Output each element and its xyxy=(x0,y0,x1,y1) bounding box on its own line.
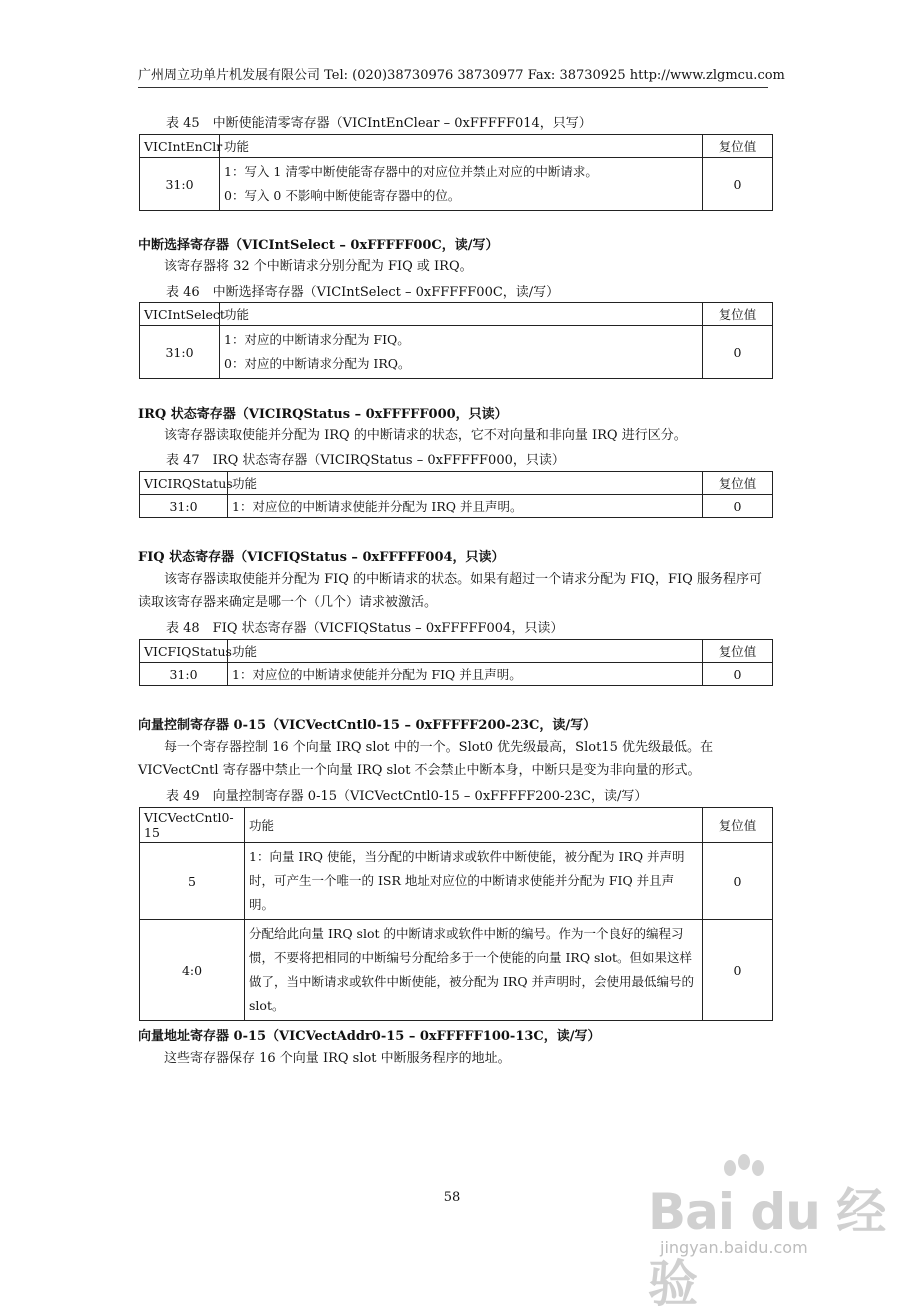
table-header-row xyxy=(140,472,773,495)
cell-reset: 0 xyxy=(703,920,773,1021)
col-header-function: 功能 xyxy=(228,472,703,495)
table48-caption: 表 48 FIQ 状态寄存器（VICFIQStatus – 0xFFFFF004，只读） xyxy=(166,621,564,636)
col-header-reset: 复位值 xyxy=(703,135,773,158)
page-number: 58 xyxy=(443,1190,461,1205)
table-row xyxy=(140,920,773,1021)
table45 xyxy=(139,134,773,211)
col-header-function: 功能 xyxy=(245,808,703,843)
function-line: 1：对应的中断请求分配为 FIQ。 xyxy=(224,332,410,347)
function-line: 0：写入 0 不影响中断使能寄存器中的位。 xyxy=(224,188,461,203)
table-header-row xyxy=(140,640,773,663)
table47-caption: 表 47 IRQ 状态寄存器（VICIRQStatus – 0xFFFFF000，只读） xyxy=(166,453,565,468)
table48 xyxy=(139,639,773,686)
cell-bits: 31:0 xyxy=(140,663,228,686)
col-header-register: VICIRQStatus xyxy=(140,472,228,495)
section-desc-irqstatus: 该寄存器读取使能并分配为 IRQ 的中断请求的状态，它不对向量和非向量 IRQ 进行区分。 xyxy=(164,428,687,443)
col-header-function: 功能 xyxy=(228,640,703,663)
table-row xyxy=(140,495,773,518)
col-header-register: VICIntSelect xyxy=(140,303,220,326)
baidu-watermark xyxy=(640,1150,890,1313)
col-header-reset: 复位值 xyxy=(703,472,773,495)
section-desc-vectcntl: 每一个寄存器控制 16 个向量 IRQ slot 中的一个。Slot0 优先级最高，Slot15 优先级最低。在 VICVectCntl 寄存器中禁止一个向量 IRQ slot 不会禁止中断本身，中断只是变为非向量的形式。 xyxy=(138,740,713,778)
section-title-vectaddr: 向量地址寄存器 0-15（VICVectAddr0-15 – 0xFFFFF100-13C，读/写） xyxy=(138,1029,601,1044)
cell-function: 分配给此向量 IRQ slot 的中断请求或软件中断的编号。作为一个良好的编程习惯，不要将把相同的中断编号分配给多于一个使能的向量 IRQ slot。但如果这样做了，当中断请求或软件中断使能，被分配为 IRQ 并声明时，会使用最低编号的 slot。 xyxy=(245,920,703,1021)
col-header-function: 功能 xyxy=(220,135,703,158)
cell-function: 1：对应位的中断请求使能并分配为 FIQ 并且声明。 xyxy=(228,663,703,686)
cell-reset: 0 xyxy=(703,158,773,211)
cell-bits: 5 xyxy=(140,843,245,920)
col-header-reset: 复位值 xyxy=(703,303,773,326)
cell-reset: 0 xyxy=(703,326,773,379)
table46 xyxy=(139,302,773,379)
cell-bits: 31:0 xyxy=(140,326,220,379)
function-line: 1：写入 1 清零中断使能寄存器中的对应位并禁止对应的中断请求。 xyxy=(224,164,598,179)
section-title-irqstatus: IRQ 状态寄存器（VICIRQStatus – 0xFFFFF000，只读） xyxy=(138,407,508,422)
cell-reset: 0 xyxy=(703,663,773,686)
watermark-url: jingyan.baidu.com xyxy=(660,1238,808,1257)
page-header: 广州周立功单片机发展有限公司 Tel: (020)38730976 38730977 Fax: 38730925 http://www.zlgmcu.com xyxy=(138,64,768,88)
col-header-function: 功能 xyxy=(220,303,703,326)
table-row xyxy=(140,663,773,686)
section-title-intselect: 中断选择寄存器（VICIntSelect – 0xFFFFF00C，读/写） xyxy=(138,238,499,253)
section-title-fiqstatus: FIQ 状态寄存器（VICFIQStatus – 0xFFFFF004，只读） xyxy=(138,550,505,565)
cell-reset: 0 xyxy=(703,495,773,518)
table-row xyxy=(140,326,773,379)
function-line: 0：对应的中断请求分配为 IRQ。 xyxy=(224,356,411,371)
watermark-logo: Bai du 经验 xyxy=(648,1183,886,1313)
cell-bits: 4:0 xyxy=(140,920,245,1021)
cell-function xyxy=(220,158,703,211)
table-row xyxy=(140,843,773,920)
cell-bits: 31:0 xyxy=(140,495,228,518)
section-desc-vectaddr: 这些寄存器保存 16 个向量 IRQ slot 中断服务程序的地址。 xyxy=(164,1051,511,1066)
table49-caption: 表 49 向量控制寄存器 0-15（VICVectCntl0-15 – 0xFFFFF200-23C，读/写） xyxy=(166,789,648,804)
col-header-register: VICVectCntl0-15 xyxy=(140,808,245,843)
section-desc-fiqstatus: 该寄存器读取使能并分配为 FIQ 的中断请求的状态。如果有超过一个请求分配为 FIQ，FIQ 服务程序可读取该寄存器来确定是哪一个（几个）请求被激活。 xyxy=(138,572,762,610)
table-header-row xyxy=(140,808,773,843)
table46-caption: 表 46 中断选择寄存器（VICIntSelect – 0xFFFFF00C，读/写） xyxy=(166,285,560,300)
table47 xyxy=(139,471,773,518)
section-desc-intselect: 该寄存器将 32 个中断请求分别分配为 FIQ 或 IRQ。 xyxy=(164,259,473,274)
table-header-row xyxy=(140,303,773,326)
section-title-vectcntl: 向量控制寄存器 0-15（VICVectCntl0-15 – 0xFFFFF200-23C，读/写） xyxy=(138,718,597,733)
cell-bits: 31:0 xyxy=(140,158,220,211)
cell-reset: 0 xyxy=(703,843,773,920)
col-header-register: VICIntEnClr xyxy=(140,135,220,158)
cell-function xyxy=(220,326,703,379)
col-header-reset: 复位值 xyxy=(703,640,773,663)
cell-function: 1：对应位的中断请求使能并分配为 IRQ 并且声明。 xyxy=(228,495,703,518)
table-row xyxy=(140,158,773,211)
col-header-reset: 复位值 xyxy=(703,808,773,843)
cell-function: 1：向量 IRQ 使能，当分配的中断请求或软件中断使能，被分配为 IRQ 并声明时，可产生一个唯一的 ISR 地址对应位的中断请求使能并分配为 FIQ 并且声明。 xyxy=(245,843,703,920)
table45-caption: 表 45 中断使能清零寄存器（VICIntEnClear – 0xFFFFF014，只写） xyxy=(166,116,592,131)
table-header-row xyxy=(140,135,773,158)
col-header-register: VICFIQStatus xyxy=(140,640,228,663)
table49 xyxy=(139,807,773,1021)
